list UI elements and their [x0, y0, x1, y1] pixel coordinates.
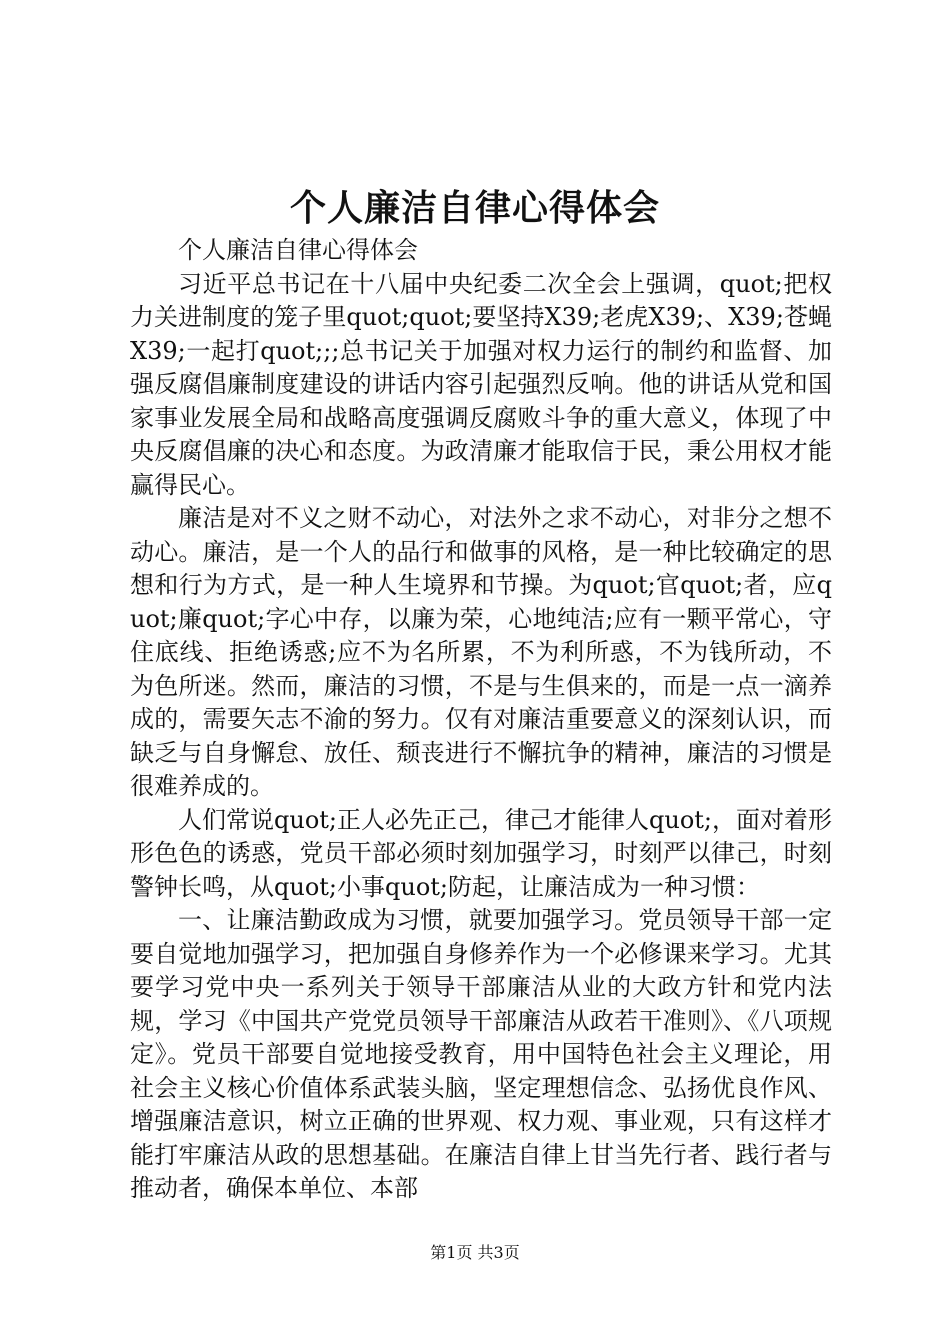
document-title: 个人廉洁自律心得体会: [289, 187, 660, 229]
paragraph-3: 人们常说quot;正人必先正己，律己才能律人quot;，面对着形形色色的诱惑，党员干部必须时刻加强学习，时刻严以律己，时刻警钟长鸣，从quot;小事quot;防起，让廉洁成为一种习惯：: [130, 805, 832, 901]
paragraph-subtitle: 个人廉洁自律心得体会: [178, 236, 418, 264]
document-body: [130, 234, 832, 1206]
paragraph-2: 廉洁是对不义之财不动心，对法外之求不动心，对非分之想不动心。廉洁，是一个人的品行和做事的风格，是一种比较确定的思想和行为方式，是一种人生境界和节操。为quot;官quot;者，应quot;廉quot;字心中存，以廉为荣，心地纯洁;应有一颗平常心，守住底线、拒绝诱惑;应不为名所累，不为利所惑，不为钱所动，不为色所迷。然而，廉洁的习惯，不是与生俱来的，而是一点一滴养成的，需要矢志不渝的努力。仅有对廉洁重要意义的深刻认识，而缺乏与自身懈怠、放任、颓丧进行不懈抗争的精神，廉洁的习惯是很难养成的。: [130, 504, 832, 800]
paragraph-4: 一、让廉洁勤政成为习惯，就要加强学习。党员领导干部一定要自觉地加强学习，把加强自身修养作为一个必修课来学习。尤其要学习党中央一系列关于领导干部廉洁从业的大政方针和党内法规，学习《中国共产党党员领导干部廉洁从政若干准则》、《八项规定》。党员干部要自觉地接受教育，用中国特色社会主义理论，用社会主义核心价值体系武装头脑，坚定理想信念、弘扬优良作风、增强廉洁意识，树立正确的世界观、权力观、事业观，只有这样才能打牢廉洁从政的思想基础。在廉洁自律上甘当先行者、践行者与推动者，确保本单位、本部: [130, 906, 832, 1202]
paragraph-1: 习近平总书记在十八届中央纪委二次全会上强调，quot;把权力关进制度的笼子里quot;quot;要坚持X39;老虎X39;、X39;苍蝇X39;一起打quot;;;总书记关于加强对权力运行的制约和监督、加强反腐倡廉制度建设的讲话内容引起强烈反响。他的讲话从党和国家事业发展全局和战略高度强调反腐败斗争的重大意义，体现了中央反腐倡廉的决心和态度。为政清廉才能取信于民，秉公用权才能赢得民心。: [130, 269, 832, 499]
page-number-footer: 第1页 共3页: [430, 1243, 520, 1262]
